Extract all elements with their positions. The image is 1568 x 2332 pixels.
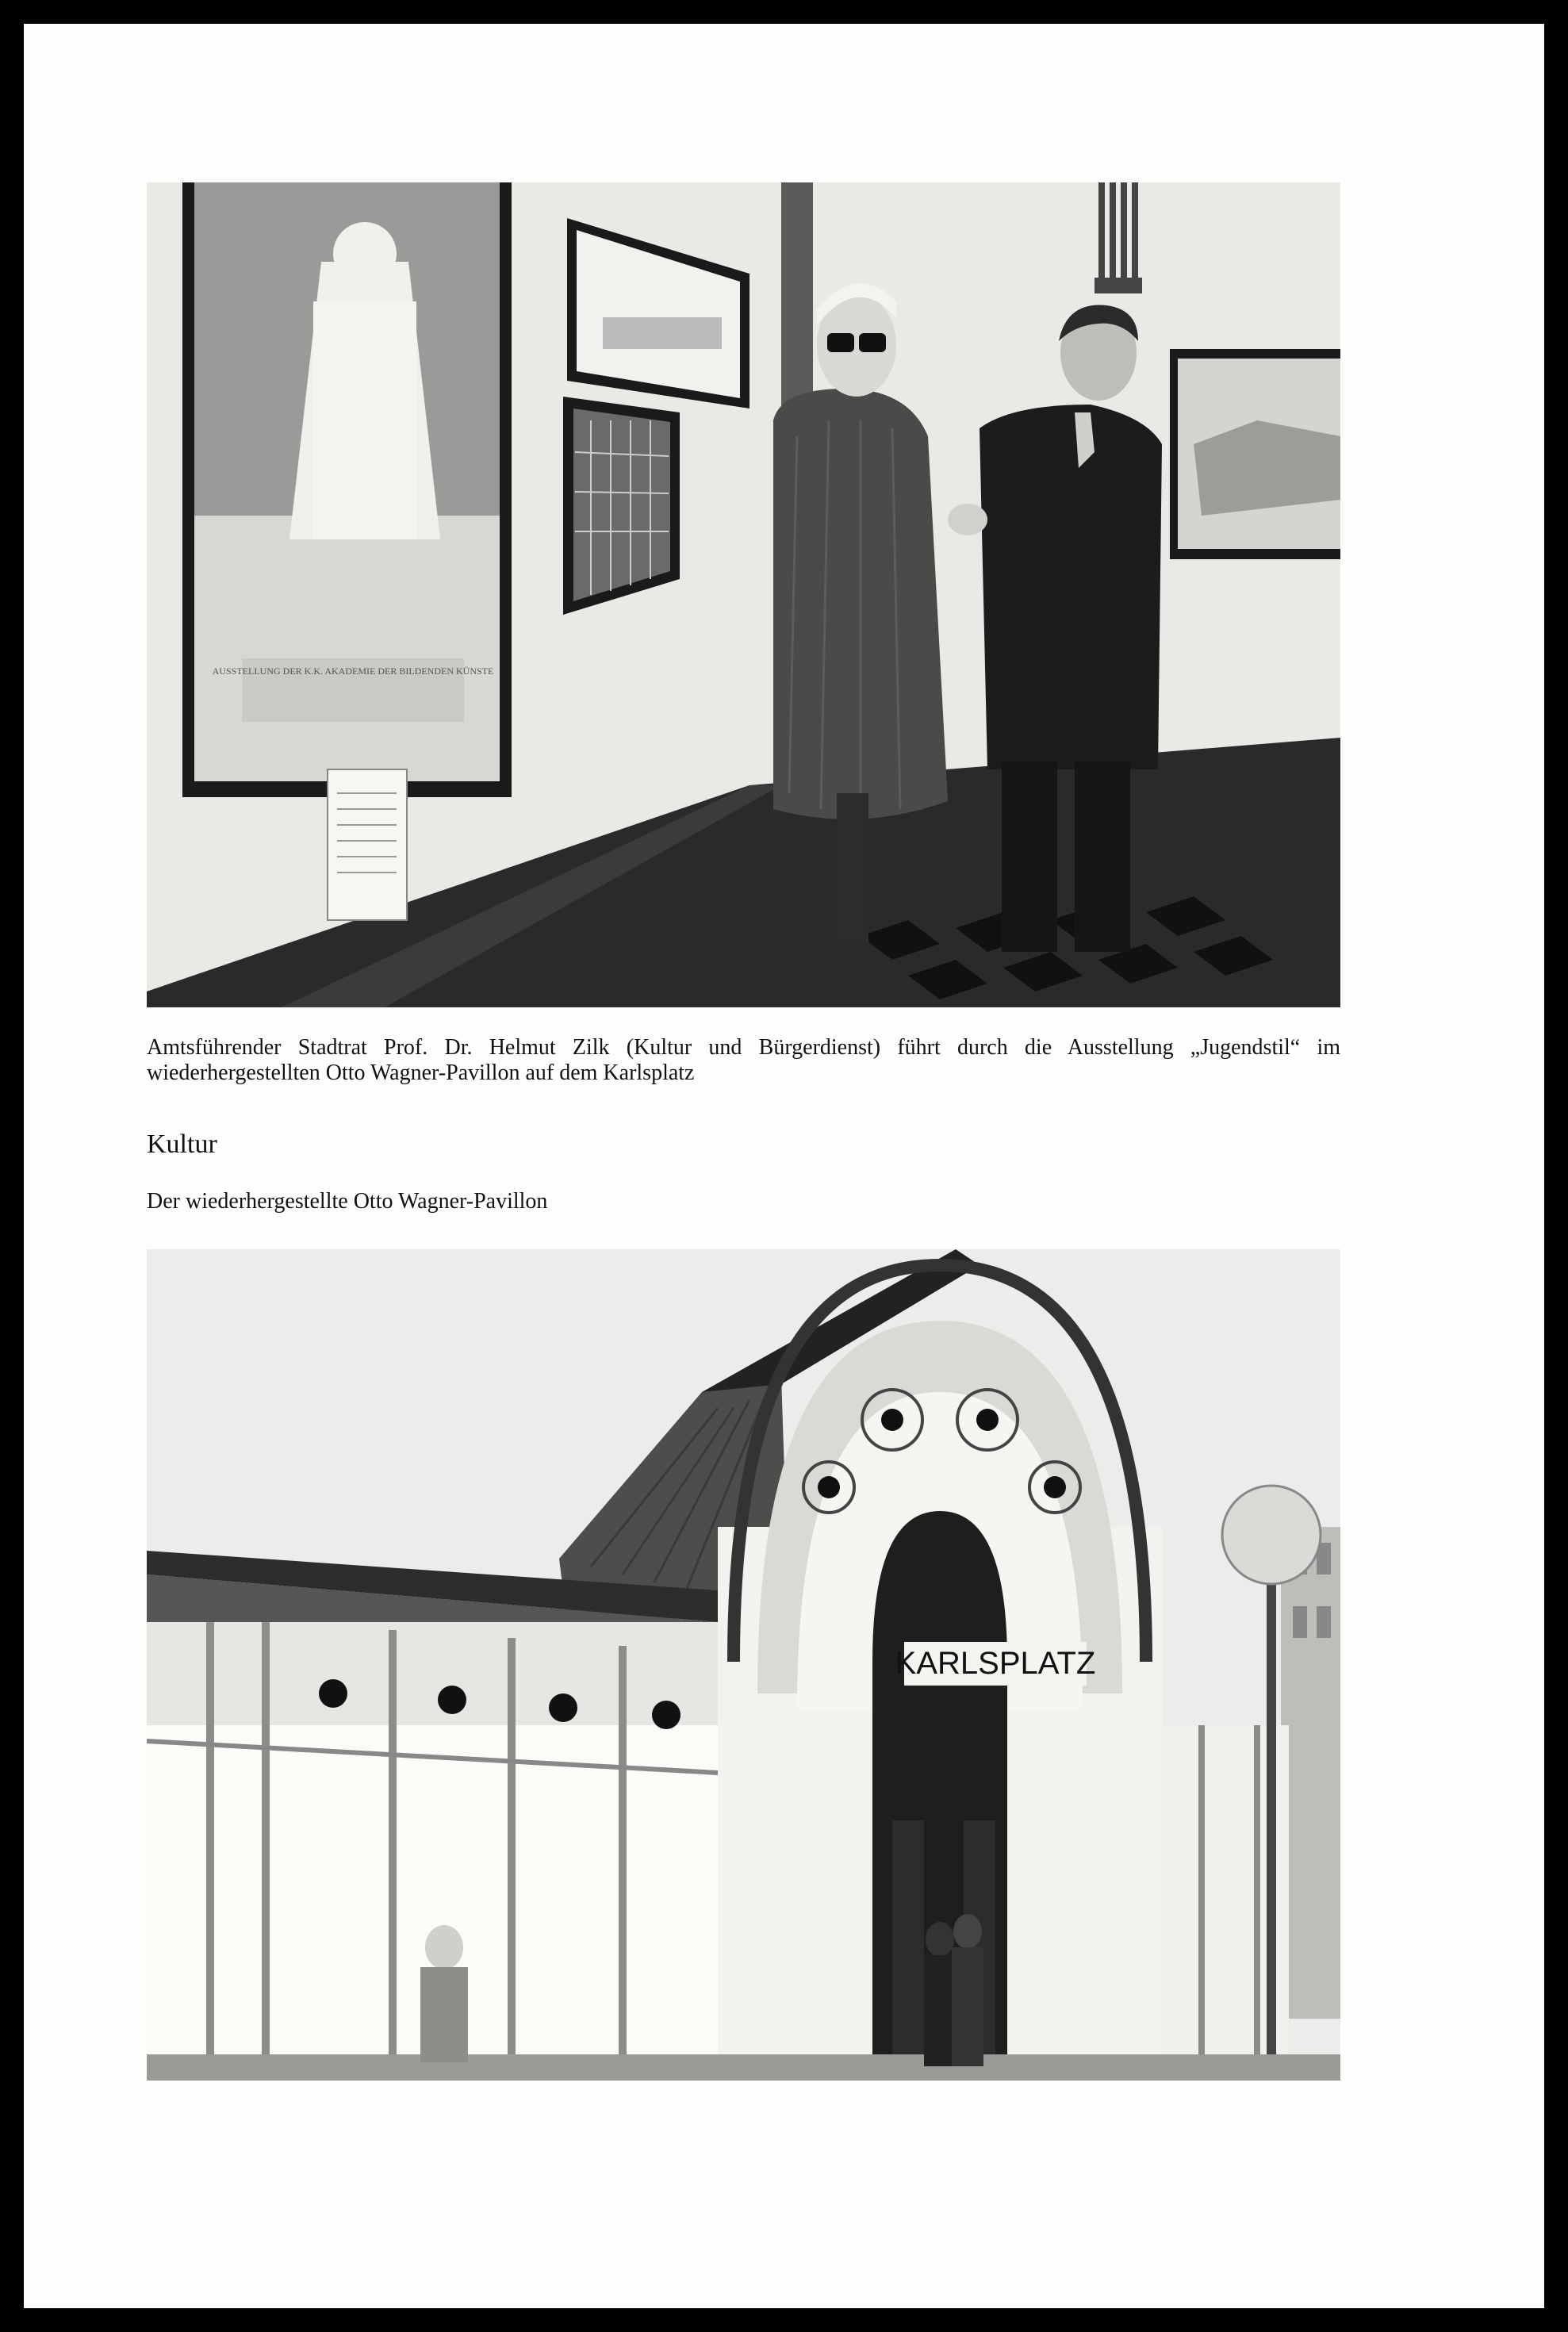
exhibition-photo-image [147,182,1340,1007]
section-heading: Kultur [147,1130,217,1159]
pavilion-photo [147,1249,1340,2081]
document-page [24,24,1544,2308]
exhibition-photo [147,182,1340,1007]
photo-caption: Amtsführender Stadtrat Prof. Dr. Helmut Zilk (Kultur und Bürgerdienst) führt durch die Ausstellung „Jugendstil“ im wiederhergestellten Otto Wagner-Pavillon auf dem Karlsplatz [147,1035,1340,1085]
section-subtitle: Der wiederhergestellte Otto Wagner-Pavillon [147,1189,548,1214]
poster-text: AUSSTELLUNG DER K.K. AKADEMIE DER BILDENDEN KÜNSTE [212,665,494,677]
pavilion-photo-image [147,1249,1340,2081]
pavilion-sign: KARLSPLATZ [895,1646,1096,1681]
